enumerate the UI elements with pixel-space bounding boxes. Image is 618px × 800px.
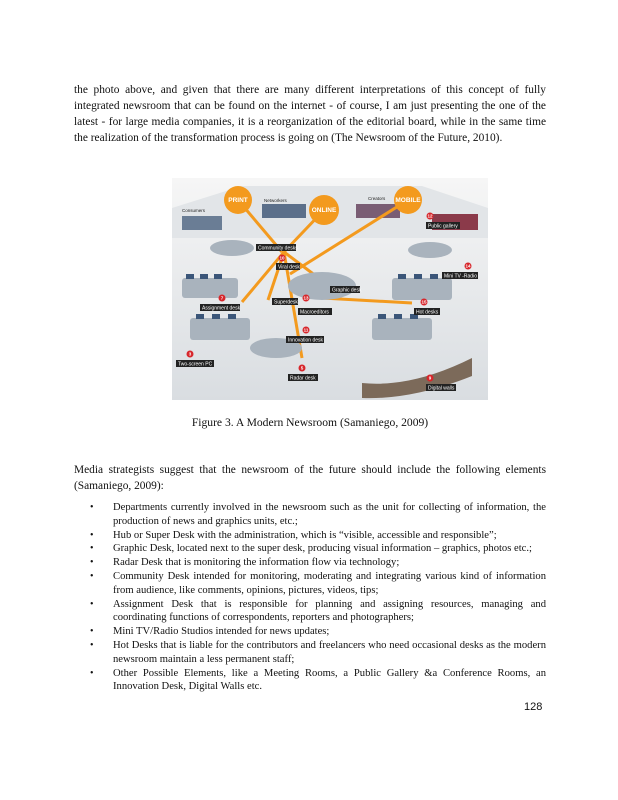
newsroom-illustration — [172, 178, 488, 400]
list-item: • Graphic Desk, located next to the super desk, producing visual information – graphics, photos etc.; — [90, 543, 532, 555]
svg-text:Hot desks: Hot desks — [416, 309, 439, 316]
bullet-icon: • — [90, 639, 94, 651]
hub-online — [309, 195, 339, 225]
list-item: • Other Possible Elements, like a Meeting Rooms, a Public Gallery &a Conference Rooms, an Innovation Desk, Digital Walls etc. — [90, 667, 546, 693]
svg-text:11: 11 — [303, 327, 309, 333]
svg-text:Viral desk: Viral desk — [278, 264, 300, 271]
bullet-icon: • — [90, 598, 94, 610]
bullet-icon: • — [90, 557, 94, 569]
elements-intro-paragraph: Media strategists suggest that the newsroom of the future should include the following elements (Samaniego, 2009): — [74, 464, 546, 492]
svg-text:10: 10 — [279, 255, 285, 261]
bullet-icon: • — [90, 529, 94, 541]
svg-text:MOBILE: MOBILE — [395, 197, 421, 204]
svg-text:Mini TV -Radio: Mini TV -Radio — [444, 273, 477, 280]
svg-text:Graphic desk: Graphic desk — [332, 287, 362, 294]
list-item: • Hub or Super Desk with the administration, which is “visible, accessible and responsible”; — [90, 529, 497, 541]
elements-list — [74, 501, 546, 694]
list-item: • Radar Desk that is monitoring the information flow via technology; — [90, 557, 400, 569]
wall-screen — [356, 204, 400, 218]
list-item: • Community Desk intended for monitoring, moderating and integrating various kind of information from audience, like comments, opinions, pictures, videos, tips; — [90, 570, 546, 596]
list-item: • Mini TV/Radio Studios intended for news updates; — [90, 626, 330, 638]
page-number: 128 — [524, 701, 543, 713]
hub-mobile — [394, 186, 422, 214]
wall-screen — [182, 216, 222, 230]
bullet-icon: • — [90, 543, 94, 555]
svg-text:13: 13 — [303, 295, 309, 301]
desk-label-community — [256, 244, 298, 252]
desk-label-macroeditors — [298, 308, 332, 316]
svg-text:Superdesk: Superdesk — [274, 299, 298, 306]
svg-text:PRINT: PRINT — [228, 197, 248, 204]
bullet-icon: • — [90, 626, 94, 638]
svg-text:Digital walls: Digital walls — [428, 385, 455, 392]
label-consumers: Consumers — [182, 208, 206, 213]
svg-text:12: 12 — [427, 213, 433, 219]
list-item: • Departments currently involved in the newsroom such as the unit for collecting of information, the production of news and graphics units, etc.; — [90, 502, 546, 527]
svg-text:Two-screen PC: Two-screen PC — [178, 361, 213, 368]
svg-text:Macroeditors: Macroeditors — [300, 309, 329, 316]
svg-text:5: 5 — [300, 365, 304, 371]
svg-text:7: 7 — [220, 295, 224, 301]
bullet-icon: • — [90, 570, 94, 582]
svg-text:15: 15 — [421, 299, 427, 305]
svg-text:Innovation desk: Innovation desk — [288, 337, 324, 344]
bullet-icon: • — [90, 667, 94, 679]
newsroom-figure — [172, 178, 488, 400]
svg-text:Radar desk: Radar desk — [290, 375, 316, 382]
label-creators: Creators — [368, 196, 386, 201]
wall-screen — [262, 204, 306, 218]
svg-text:Community desks: Community desks — [258, 245, 298, 252]
label-networkers: Networkers — [264, 198, 287, 203]
list-item: • Hot Desks that is liable for the contributors and freelancers who need occasional desks as the modern newsroom maintain a less permanent staff; — [90, 639, 546, 665]
desk-label-graphic — [330, 286, 362, 294]
svg-text:9: 9 — [428, 375, 432, 381]
list-item: • Assignment Desk that is responsible for planning and assigning resources, managing and coordinating functions of correspondents, reporters and photographers; — [90, 598, 546, 624]
figure-caption: Figure 3. A Modern Newsroom (Samaniego, 2009) — [191, 416, 429, 429]
svg-text:3: 3 — [188, 351, 192, 357]
svg-text:ONLINE: ONLINE — [311, 207, 337, 214]
hub-print — [224, 186, 252, 214]
svg-text:Assignment desk: Assignment desk — [202, 305, 241, 312]
intro-paragraph: the photo above, and given that there are many different interpretations of this concept of fully integrated newsroom that can be found on the internet - of course, I am just presenting the one of the latest - for large media companies, it is a reorganization of the editorial board, while in the same time the realization of the transformation process is going on (The Newsroom of the Future, 2010). — [74, 84, 546, 144]
svg-text:Public gallery: Public gallery — [428, 223, 458, 230]
bullet-icon: • — [90, 502, 94, 513]
svg-text:14: 14 — [465, 263, 471, 269]
